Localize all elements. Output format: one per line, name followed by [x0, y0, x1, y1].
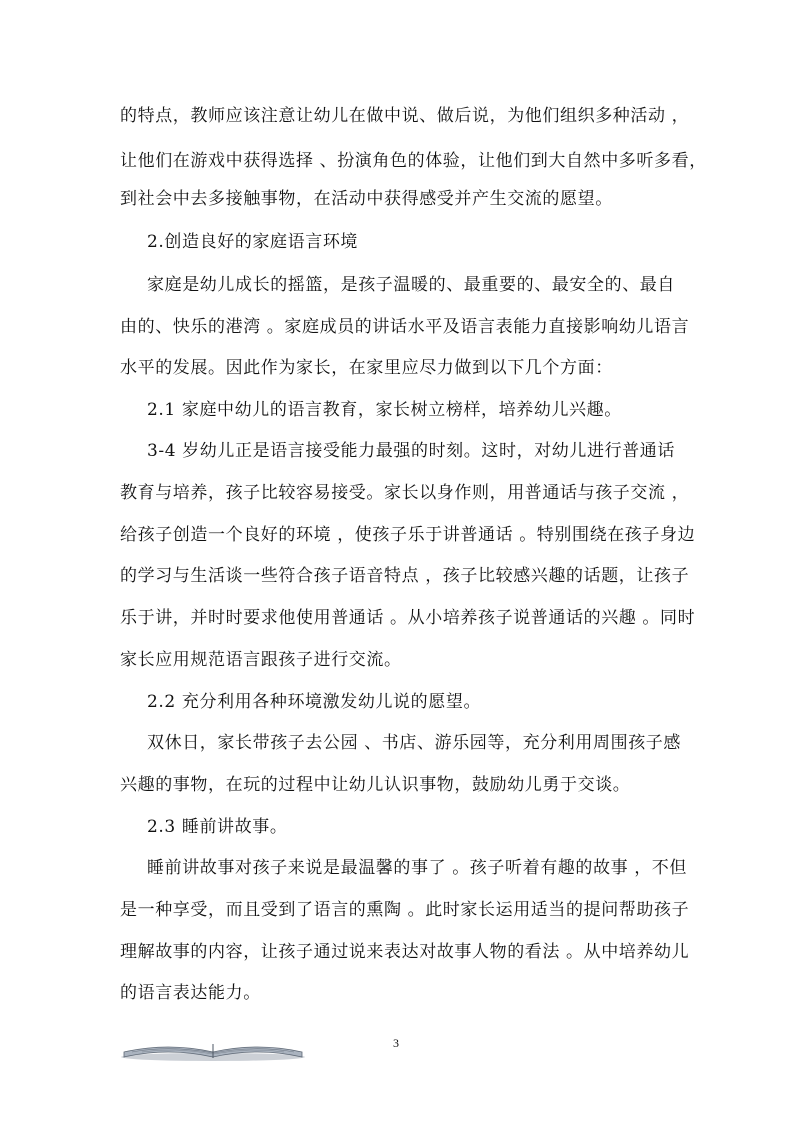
body-text-line: 兴趣的事物，在玩的过程中让幼儿认识事物，鼓励幼儿勇于交谈。	[120, 775, 631, 795]
body-text-line: 乐于讲，并时时要求他使用普通话 。从小培养孩子说普通话的兴趣 。同时	[120, 608, 696, 628]
section-heading: 2.创造良好的家庭语言环境	[147, 232, 359, 252]
body-text-line: 给孩子创造一个良好的环境 ，使孩子乐于讲普通话 。特别围绕在孩子身边	[120, 525, 696, 545]
subsection-heading: 2.3 睡前讲故事。	[147, 817, 288, 837]
subsection-heading: 2.2 充分利用各种环境激发幼儿说的愿望。	[147, 692, 482, 712]
body-text-line: 让他们在游戏中获得选择 、扮演角色的体验，让他们到大自然中多听多看，	[120, 151, 707, 171]
body-text-line: 家长应用规范语言跟孩子进行交流。	[120, 650, 402, 670]
body-text-line: 是一种享受，而且受到了语言的熏陶 。此时家长运用适当的提问帮助孩子	[120, 900, 690, 920]
body-text-line: 的特点，教师应该注意让幼儿在做中说、做后说，为他们组织多种活动 ，	[120, 106, 690, 126]
body-text-line: 教育与培养，孩子比较容易接受。家长以身作则，用普通话与孩子交流 ，	[120, 483, 690, 503]
subsection-heading: 2.1 家庭中幼儿的语言教育，家长树立榜样，培养幼儿兴趣。	[147, 400, 622, 420]
body-text-line: 家庭是幼儿成长的摇篮，是孩子温暖的、最重要的、最安全的、最自	[147, 275, 675, 295]
body-text-line: 双休日，家长带孩子去公园 、书店、游乐园等，充分利用周围孩子感	[147, 733, 682, 753]
body-text-line: 由的、快乐的港湾 。家庭成员的讲话水平及语言表能力直接影响幼儿语言	[120, 317, 690, 337]
body-text-line: 睡前讲故事对孩子来说是最温馨的事了 。孩子听着有趣的故事 ，不但	[147, 858, 688, 878]
body-text-line: 的学习与生活谈一些符合孩子语音特点 ，孩子比较感兴趣的话题，让孩子	[120, 566, 690, 586]
body-text-line: 理解故事的内容，让孩子通过说来表达对故事人物的看法 。从中培养幼儿	[120, 942, 690, 962]
body-text-line: 到社会中去多接触事物，在活动中获得感受并产生交流的愿望。	[120, 189, 613, 209]
body-text-line: 3-4 岁幼儿正是语言接受能力最强的时刻。这时，对幼儿进行普通话	[147, 441, 675, 461]
body-text-line: 的语言表达能力。	[120, 983, 261, 1003]
body-text-line: 水平的发展。因此作为家长，在家里应尽力做到以下几个方面：	[120, 358, 613, 378]
open-book-icon	[118, 1038, 308, 1062]
page-number: 3	[393, 1036, 399, 1050]
